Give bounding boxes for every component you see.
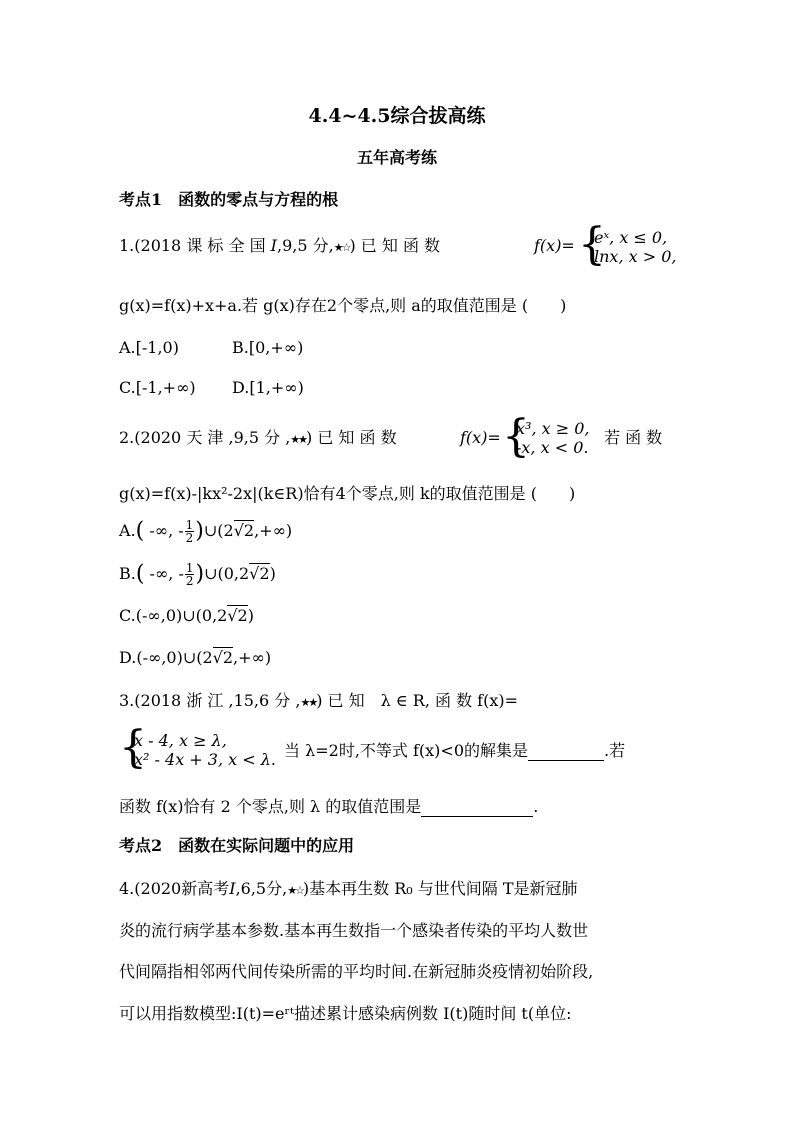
q1-roman: Ⅰ: [270, 236, 277, 255]
q2-head: 2.(2020 天 津 ,9,5 分 ,: [119, 428, 291, 447]
q1-option-c: C.[-1,+∞): [119, 378, 196, 397]
q3-brace-icon: {: [119, 722, 147, 773]
q1-case-1: eˣ, x ≤ 0,: [594, 228, 668, 247]
q2-after: 若 函 数: [604, 428, 663, 447]
q1-head: 1.(2018 课 标 全 国: [119, 236, 266, 255]
q1-case-2: lnx, x > 0,: [594, 247, 677, 266]
question-4-line-1: 4.(2020新高考Ⅰ,6,5分,★☆)基本再生数 R₀ 与世代间隔 T是新冠肺: [119, 879, 578, 898]
page-title: 4.4~4.5综合拔高练: [308, 105, 486, 127]
answer-blank-2[interactable]: [421, 816, 533, 817]
difficulty-stars-icon: ★☆: [333, 241, 350, 254]
q1-option-a: A.[-1,0): [119, 338, 179, 357]
q2-option-a: A.( -∞, - $\frac{1}{2}$ )∪(2√2,+∞): [119, 518, 293, 545]
q1-option-b: B.[0,+∞): [232, 338, 304, 357]
difficulty-stars-icon: ★☆: [287, 884, 303, 897]
q2-brace-icon: {: [502, 411, 530, 462]
page-subtitle: 五年高考练: [356, 148, 437, 167]
question-4-line-3: 代间隔指相邻两代间传染所需的平均时间.在新冠肺炎疫情初始阶段,: [119, 962, 594, 981]
q3-line-3: 函数 f(x)恰有 2 个零点,则 λ 的取值范围是 .: [119, 797, 539, 816]
q2-fx: f(x)=: [460, 428, 501, 447]
question-1-line-1: [119, 236, 440, 258]
section-heading-2: 考点2 函数在实际问题中的应用: [119, 836, 355, 855]
q1-brace-icon: {: [578, 219, 606, 270]
q2-intro: ) 已 知 函 数: [306, 428, 397, 447]
question-3-line-1: [119, 691, 518, 713]
q1-meta: ,9,5 分,: [277, 236, 334, 255]
question-4-line-2: 炎的流行病学基本参数.基本再生数指一个感染者传染的平均人数世: [119, 921, 589, 940]
answer-blank-1[interactable]: [528, 760, 604, 761]
question-2-line-1: [119, 428, 397, 450]
q1-intro: ) 已 知 函 数: [349, 236, 441, 255]
q2-option-d: D.(-∞,0)∪(2√2,+∞): [119, 648, 272, 667]
q1-option-d: D.[1,+∞): [232, 378, 304, 397]
q2-case-2: -x, x < 0.: [516, 438, 589, 457]
question-4-line-4: 可以用指数模型:I(t)=eʳᵗ描述累计感染病例数 I(t)随时间 t(单位:: [119, 1004, 572, 1023]
q1-line-2: g(x)=f(x)+x+a.若 g(x)存在2个零点,则 a的取值范围是 ( ): [119, 296, 567, 315]
section-heading-1: 考点1 函数的零点与方程的根: [119, 190, 339, 209]
q2-option-c: C.(-∞,0)∪(0,2√2): [119, 606, 254, 625]
q3-head: 3.(2018 浙 江 ,15,6 分 ,: [119, 691, 301, 710]
q3-case-2: x² - 4x + 3, x < λ.: [134, 750, 276, 769]
difficulty-stars-icon: ★★: [300, 696, 317, 709]
q3-case-1: x - 4, x ≥ λ,: [134, 731, 227, 750]
q1-fx: f(x)=: [534, 236, 575, 255]
q3-intro: ) 已 知 λ ∈ R, 函 数 f(x)=: [316, 691, 519, 710]
q3-mid: 当 λ=2时,不等式 f(x)<0的解集是 .若: [284, 741, 626, 760]
q2-option-b: B.( -∞, - $\frac{1}{2}$ )∪(0,2√2): [119, 561, 276, 588]
difficulty-stars-icon: ★★: [290, 433, 307, 446]
q2-case-1: x³, x ≥ 0,: [516, 419, 590, 438]
q2-line-2: g(x)=f(x)-|kx²-2x|(k∈R)恰有4个零点,则 k的取值范围是 ( ): [119, 484, 576, 503]
